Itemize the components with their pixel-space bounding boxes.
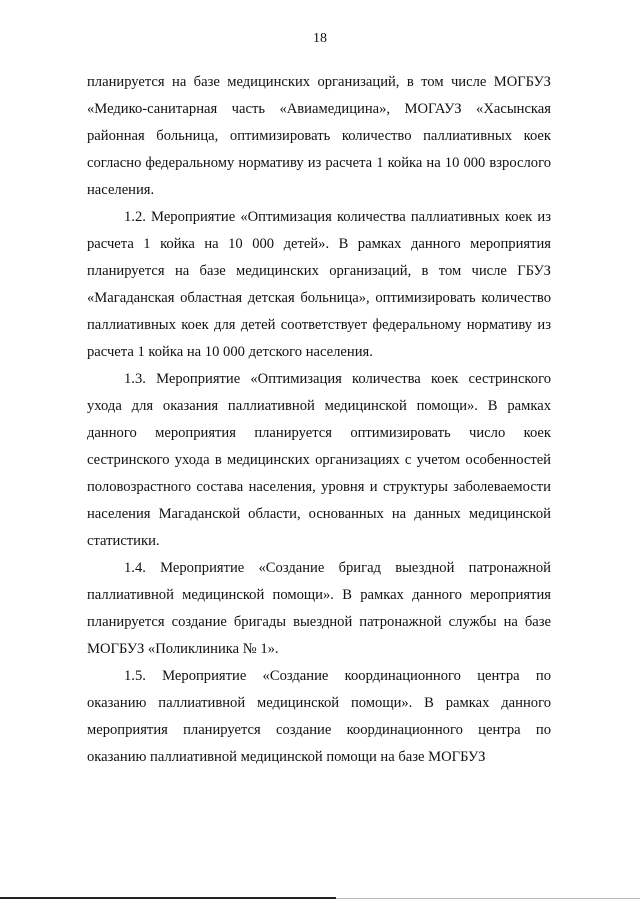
paragraph-measure-1-3: 1.3. Мероприятие «Оптимизация количества коек сестринского ухода для оказания паллиативной медицинской помощи». В рамках данного мероприятия планируется оптимизировать число коек сестринского ухода в медицинских организациях с учетом особенностей половозрастного состава населения, уровня и структуры заболеваемости населения Магаданской области, основанных на данных медицинской статистики. [87,371,551,549]
paragraph-measure-1-2: 1.2. Мероприятие «Оптимизация количества паллиативных коек из расчета 1 койка на 10 000 детей». В рамках данного мероприятия планируется на базе медицинских организаций, в том числе ГБУЗ «Магаданская областная детская больница», оптимизировать количество паллиативных коек для детей соответствует федеральному нормативу из расчета 1 койка на 10 000 детского населения. [87,209,551,360]
paragraph-measure-1-4: 1.4. Мероприятие «Создание бригад выездной патронажной паллиативной медицинской помощи». В рамках данного мероприятия планируется создание бригады выездной патронажной службы на базе МОГБУЗ «Поликлиника № 1». [87,560,551,657]
document-body [87,69,551,771]
paragraph-measure-1-5: 1.5. Мероприятие «Создание координационного центра по оказанию паллиативной медицинской помощи». В рамках данного мероприятия планируется создание координационного центра по оказанию паллиативной медицинской помощи на базе МОГБУЗ [87,668,551,765]
footer-rule [0,897,336,899]
footer-rule-faint [336,898,640,899]
paragraph-continuation: планируется на базе медицинских организаций, в том числе МОГБУЗ «Медико-санитарная часть «Авиамедицина», МОГАУЗ «Хасынская районная больница, оптимизировать количество паллиативных коек согласно федеральному нормативу из расчета 1 койка на 10 000 взрослого населения. [87,74,551,198]
page-number: 18 [313,31,327,46]
